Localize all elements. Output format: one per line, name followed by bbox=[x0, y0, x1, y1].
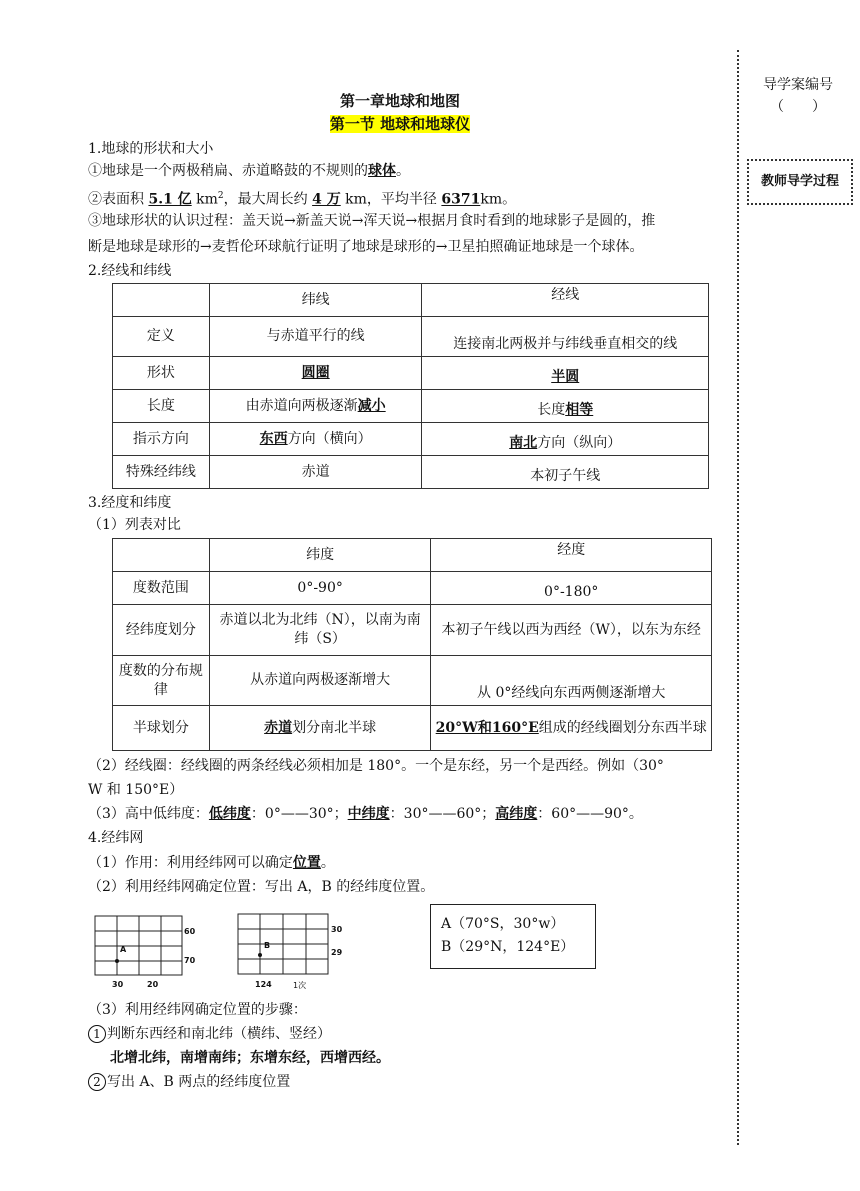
text: 。 bbox=[320, 855, 335, 871]
key-term: 20°W和160°E bbox=[435, 719, 539, 736]
text: ：30°——60°； bbox=[389, 806, 496, 822]
s1-line3: ③地球形状的认识过程：盖天说→新盖天说→浑天说→根据月食时看到的地球影子是圆的，推 bbox=[88, 213, 656, 229]
s3-sub2-line1: （2）经线圈：经线圈的两条经线必须相加是 180°。一个是东经，另一个是西经。例如（30° bbox=[88, 758, 664, 774]
step-1-number: 1 bbox=[88, 1025, 106, 1043]
table-row bbox=[113, 423, 709, 456]
teacher-process-box bbox=[747, 159, 853, 205]
table-cell bbox=[209, 706, 431, 751]
table-cell bbox=[422, 357, 709, 390]
table-cell bbox=[209, 390, 422, 423]
s3-sub1: （1）列表对比 bbox=[88, 517, 181, 533]
chapter-title: 第一章地球和地图 bbox=[339, 92, 460, 110]
text: 。 bbox=[396, 163, 410, 179]
grid-a-lon-left: 30 bbox=[112, 980, 124, 989]
text: ①地球是一个两极稍扁、赤道略鼓的不规则的 bbox=[88, 163, 368, 179]
table-row bbox=[113, 456, 709, 489]
row-label: 特殊经纬线 bbox=[113, 456, 210, 489]
text: ：60°——90°。 bbox=[537, 806, 643, 822]
table-row bbox=[113, 357, 709, 390]
table-cell bbox=[113, 284, 210, 317]
table-row bbox=[113, 317, 709, 357]
table-row bbox=[113, 390, 709, 423]
key-term: 高纬度 bbox=[495, 806, 538, 822]
table-cell: 本初子午线 bbox=[422, 456, 709, 489]
grid-b bbox=[235, 910, 350, 994]
s3-heading: 3.经度和纬度 bbox=[88, 495, 172, 511]
key-term: 赤道 bbox=[264, 719, 293, 736]
row-label: 形状 bbox=[113, 357, 210, 390]
key-term: 减小 bbox=[357, 397, 386, 414]
key-term: 低纬度 bbox=[208, 806, 251, 822]
row-label: 定义 bbox=[113, 317, 210, 357]
grid-b-lon-mid: 1次 bbox=[293, 981, 307, 990]
text: ，最大周长约 bbox=[223, 191, 313, 208]
key-term: 圆圈 bbox=[301, 364, 330, 381]
table-cell bbox=[209, 357, 422, 390]
s3-sub2-line2: W 和 150°E） bbox=[88, 782, 184, 798]
text: km bbox=[191, 191, 218, 208]
table-row bbox=[113, 706, 712, 751]
row-label: 半球划分 bbox=[113, 706, 210, 751]
table-row bbox=[113, 572, 712, 605]
table-row bbox=[113, 284, 709, 317]
table-cell: 赤道以北为北纬（N），以南为南纬（S） bbox=[209, 605, 431, 656]
s4-sub3: （3）利用经纬网确定位置的步骤： bbox=[88, 1002, 307, 1018]
key-term: 相等 bbox=[565, 402, 594, 418]
row-label: 指示方向 bbox=[113, 423, 210, 456]
key-term: 4 万 bbox=[312, 191, 341, 208]
s4-sub2: （2）利用经纬网确定位置：写出 A，B 的经纬度位置。 bbox=[88, 879, 435, 895]
text: km，平均半径 bbox=[340, 191, 442, 208]
grid-a-lon-mid: 20 bbox=[147, 980, 159, 989]
table-cell: 与赤道平行的线 bbox=[209, 317, 422, 357]
degrees-table bbox=[112, 538, 712, 751]
step-2-number: 2 bbox=[88, 1073, 106, 1091]
row-label: 长度 bbox=[113, 390, 210, 423]
step-1-text: 判断东西经和南北纬（横纬、竖经） bbox=[107, 1026, 331, 1042]
table-header: 纬度 bbox=[209, 539, 431, 572]
text: km。 bbox=[480, 191, 517, 208]
table-row bbox=[113, 605, 712, 656]
row-label: 度数范围 bbox=[113, 572, 210, 605]
text: 长度 bbox=[537, 402, 566, 418]
s1-line1 bbox=[88, 161, 410, 181]
table-cell: 0°-90° bbox=[209, 572, 431, 605]
answer-b: B（29°N，124°E） bbox=[441, 939, 575, 955]
table-cell: 0°-180° bbox=[431, 572, 712, 605]
key-term: 球体 bbox=[368, 163, 396, 179]
step-1 bbox=[88, 1024, 331, 1044]
step-2-text: 写出 A、B 两点的经纬度位置 bbox=[107, 1074, 291, 1090]
table-header: 经度 bbox=[431, 539, 712, 572]
s3-sub3 bbox=[88, 804, 643, 824]
s1-line4: 断是地球是球形的→麦哲伦环球航行证明了地球是球形的→卫星拍照确证地球是一个球体。 bbox=[88, 239, 644, 255]
s4-heading: 4.经纬网 bbox=[88, 830, 144, 846]
grid-b-lon-left: 124 bbox=[255, 980, 272, 989]
key-term: 5.1 亿 bbox=[148, 191, 192, 208]
grid-a bbox=[92, 912, 202, 994]
table-cell: 从 0°经线向东西两侧逐渐增大 bbox=[431, 656, 712, 706]
s1-heading: 1.地球的形状和大小 bbox=[88, 141, 214, 157]
text: ：0°——30°； bbox=[250, 806, 348, 822]
grid-a-lat-top: 60 bbox=[184, 927, 196, 936]
point-b-marker bbox=[258, 953, 262, 957]
superscript: 2 bbox=[217, 191, 224, 201]
answer-a: A（70°S，30°w） bbox=[441, 916, 565, 932]
s2-heading: 2.经线和纬线 bbox=[88, 263, 172, 279]
table-row bbox=[113, 539, 712, 572]
lines-table bbox=[112, 283, 709, 489]
text: 划分南北半球 bbox=[292, 719, 377, 736]
section-title: 第一节 地球和地球仪 bbox=[329, 115, 471, 133]
table-cell bbox=[113, 539, 210, 572]
table-cell bbox=[422, 390, 709, 423]
text: 方向（横向） bbox=[287, 430, 372, 447]
text: ②表面积 bbox=[88, 191, 149, 208]
section-title-wrap bbox=[0, 113, 800, 134]
key-term: 中纬度 bbox=[347, 806, 390, 822]
step-1-rule: 北增北纬，南增南纬；东增东经，西增西经。 bbox=[110, 1050, 390, 1066]
key-term: 南北 bbox=[509, 435, 538, 451]
table-header: 纬线 bbox=[209, 284, 422, 317]
point-a-label: A bbox=[120, 945, 127, 954]
text: （3）高中低纬度： bbox=[88, 806, 209, 822]
key-term: 半圆 bbox=[551, 369, 580, 385]
table-cell: 赤道 bbox=[209, 456, 422, 489]
guide-code-paren: （ ） bbox=[770, 99, 826, 115]
table-cell: 从赤道向两极逐渐增大 bbox=[209, 656, 431, 706]
table-row bbox=[113, 656, 712, 706]
point-b-label: B bbox=[264, 941, 271, 950]
sidebar-separator bbox=[737, 50, 739, 1145]
grid-b-lat-top: 30 bbox=[331, 925, 343, 934]
row-label: 度数的分布规律 bbox=[113, 656, 210, 706]
s1-line2 bbox=[88, 186, 516, 210]
key-term: 东西 bbox=[259, 430, 288, 447]
grid-a-lat-mid: 70 bbox=[184, 956, 196, 965]
table-header: 经线 bbox=[422, 284, 709, 317]
s4-sub1 bbox=[88, 853, 335, 873]
table-cell: 连接南北两极并与纬线垂直相交的线 bbox=[422, 317, 709, 357]
grid-b-lat-mid: 29 bbox=[331, 948, 343, 957]
text: 组成的经线圈划分东西半球 bbox=[538, 719, 707, 736]
teacher-process-label: 教师导学过程 bbox=[760, 174, 839, 189]
text: 方向（纵向） bbox=[537, 435, 622, 451]
point-a-marker bbox=[115, 959, 119, 963]
key-term: 6371 bbox=[441, 191, 481, 208]
table-cell bbox=[431, 706, 712, 751]
table-cell bbox=[209, 423, 422, 456]
step-2 bbox=[88, 1072, 290, 1092]
table-cell: 本初子午线以西为西经（W），以东为东经 bbox=[431, 605, 712, 656]
text: 由赤道向两极逐渐 bbox=[245, 397, 358, 414]
table-cell bbox=[422, 423, 709, 456]
guide-code-label: 导学案编号 bbox=[763, 77, 833, 93]
row-label: 经纬度划分 bbox=[113, 605, 210, 656]
text: （1）作用：利用经纬网可以确定 bbox=[88, 855, 293, 871]
key-term: 位置 bbox=[292, 855, 321, 871]
answer-box bbox=[430, 904, 596, 969]
